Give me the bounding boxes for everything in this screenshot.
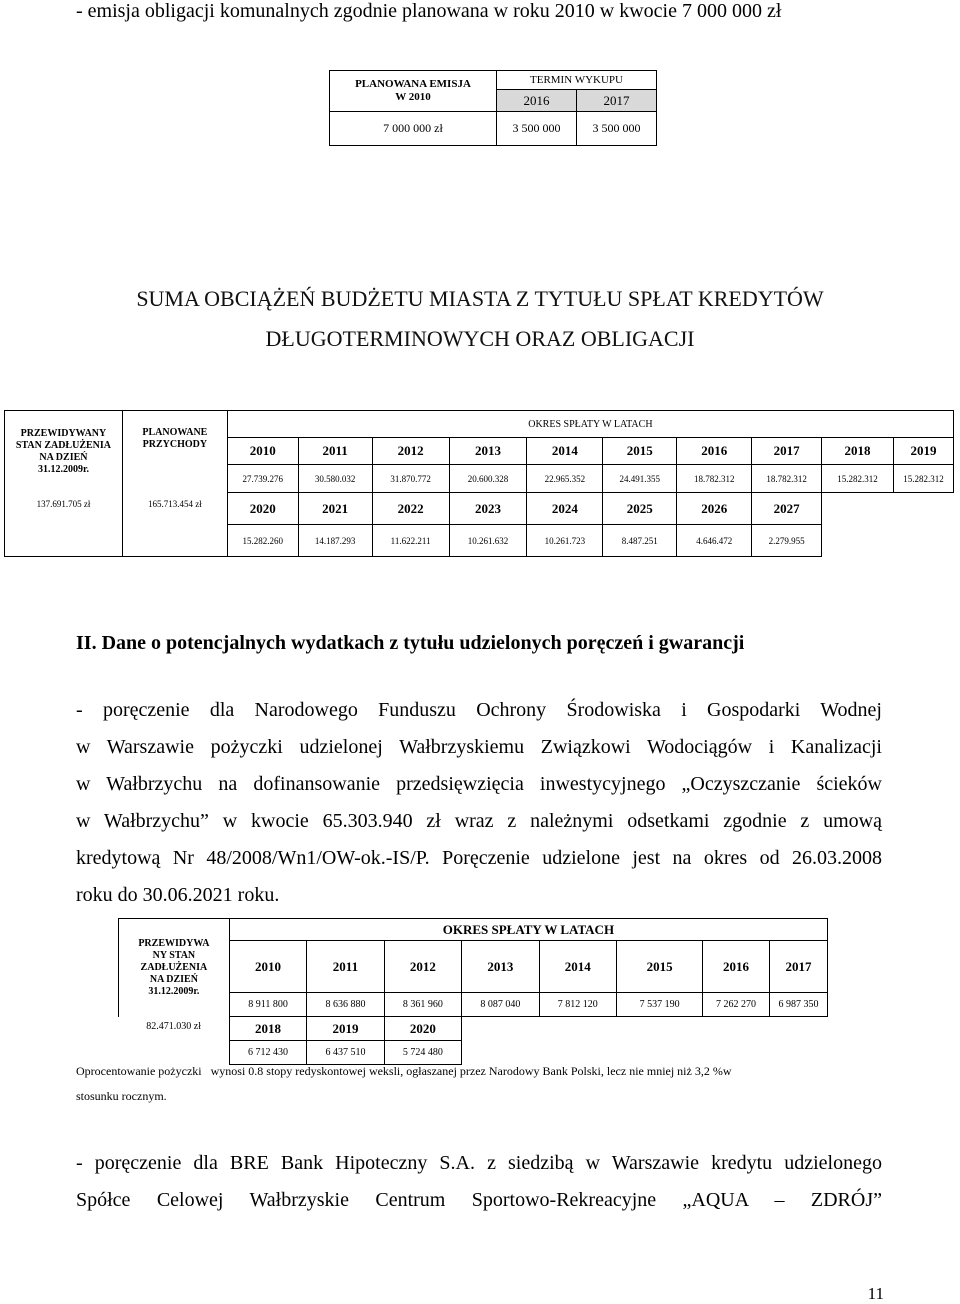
- header-line: STAN ZADŁUŻENIA: [15, 439, 112, 451]
- page-number: 11: [867, 1284, 884, 1303]
- year-cell: 2013: [462, 941, 539, 993]
- year-cell: 2014: [527, 438, 603, 465]
- income-value: 165.713.454 zł: [122, 493, 227, 557]
- value-cell: 10.261.723: [527, 525, 603, 557]
- value-cell: 30.580.032: [298, 465, 372, 493]
- summary-heading-line1: SUMA OBCIĄŻEŃ BUDŻETU MIASTA Z TYTUŁU SPŁAT KREDYTÓW: [136, 286, 824, 311]
- header-line: PRZEWIDYWA: [138, 937, 210, 949]
- value-cell: 6 987 350: [769, 993, 827, 1017]
- year-cell: 2015: [603, 438, 677, 465]
- value-cell: 24.491.355: [603, 465, 677, 493]
- debt-value: 137.691.705 zł: [5, 493, 123, 557]
- year-cell: 2011: [298, 438, 372, 465]
- value-cell: 6 712 430: [229, 1041, 306, 1065]
- interest-note: Oprocentowanie pożyczki wynosi 0.8 stopy redyskontowej weksli, ogłaszanej przez Narodowy Bank Polski, lecz nie mniej niż 3,2 %w: [76, 1064, 732, 1078]
- year-cell: 2026: [677, 493, 752, 525]
- value-cell: 7 812 120: [539, 993, 616, 1017]
- value-cell: 10.261.632: [449, 525, 527, 557]
- paragraph-line: kredytową Nr 48/2008/Wn1/OW-ok.-IS/P. Poręczenie udzielone jest na okres od 26.03.2008: [76, 847, 882, 869]
- income-header: [122, 411, 227, 493]
- paragraph-line: Spółce Celowej Wałbrzyskie Centrum Sportowo-Rekreacyjne „AQUA – ZDRÓJ”: [76, 1189, 882, 1211]
- header-line: W 2010: [395, 91, 431, 103]
- value-cell: 15.282.312: [893, 465, 953, 493]
- year-cell: 2020: [227, 493, 298, 525]
- loan-repayment-table: [118, 918, 828, 1065]
- value-cell: 3 500 000: [497, 112, 577, 146]
- value-cell: 6 437 510: [307, 1041, 384, 1065]
- year-cell: 2016: [703, 941, 770, 993]
- value-cell: 18.782.312: [752, 465, 822, 493]
- interest-note-cont: stosunku rocznym.: [76, 1089, 167, 1103]
- value-cell: 8.487.251: [603, 525, 677, 557]
- empty-cell: [462, 1017, 828, 1041]
- section2-title: II. Dane o potencjalnych wydatkach z tytułu udzielonych poręczeń i gwarancji: [76, 632, 745, 654]
- value-cell: 18.782.312: [677, 465, 752, 493]
- year-cell: 2024: [527, 493, 603, 525]
- year-cell: 2013: [449, 438, 527, 465]
- header-line: 31.12.2009r.: [37, 463, 89, 475]
- bond-issue-table: [329, 70, 657, 146]
- okres-header: OKRES SPŁATY W LATACH: [229, 919, 827, 941]
- year-cell: 2011: [307, 941, 384, 993]
- planned-issue-header: [330, 71, 497, 112]
- year-cell: 2020: [384, 1017, 461, 1041]
- value-cell: 4.646.472: [677, 525, 752, 557]
- header-line: NA DZIEŃ: [149, 973, 198, 985]
- empty-cell: [822, 493, 954, 525]
- paragraph-line: - poręczenie dla Narodowego Funduszu Ochrony Środowiska i Gospodarki Wodnej: [76, 699, 882, 721]
- value-cell: 8 636 880: [307, 993, 384, 1017]
- year-cell: 2019: [307, 1017, 384, 1041]
- year-cell: 2018: [822, 438, 894, 465]
- value-cell: 7 537 190: [616, 993, 702, 1017]
- year-cell: 2027: [752, 493, 822, 525]
- empty-cell: [822, 525, 954, 557]
- header-line: PRZYCHODY: [142, 439, 208, 450]
- header-line: PLANOWANE: [142, 427, 208, 438]
- repayment-table: [4, 410, 954, 557]
- value-cell: 2.279.955: [752, 525, 822, 557]
- paragraph-line: - poręczenie dla BRE Bank Hipoteczny S.A. z siedzibą w Warszawie kredytu udzielonego: [76, 1152, 882, 1174]
- okres-header: OKRES SPŁATY W LATACH: [227, 411, 953, 438]
- header-line: 31.12.2009r.: [148, 985, 200, 997]
- value-cell: 7 262 270: [703, 993, 770, 1017]
- year-cell: 2018: [229, 1017, 306, 1041]
- value-cell: 11.622.211: [372, 525, 449, 557]
- year-cell: 2012: [384, 941, 461, 993]
- value-cell: 5 724 480: [384, 1041, 461, 1065]
- year-cell: 2015: [616, 941, 702, 993]
- value-cell: 14.187.293: [298, 525, 372, 557]
- value-cell: 7 000 000 zł: [330, 112, 497, 146]
- debt-header: [119, 919, 230, 1017]
- header-line: PRZEWIDYWANY: [20, 427, 107, 439]
- year-cell: 2012: [372, 438, 449, 465]
- paragraph-line: w Wałbrzychu na dofinansowanie przedsięwzięcia inwestycyjnego „Oczyszczanie ścieków: [76, 773, 882, 795]
- paragraph-line: roku do 30.06.2021 roku.: [76, 884, 280, 906]
- header-line: PLANOWANA EMISJA: [355, 78, 471, 90]
- debt-header: [5, 411, 123, 493]
- value-cell: 15.282.260: [227, 525, 298, 557]
- year-cell: 2017: [577, 90, 657, 112]
- header-line: ZADŁUŻENIA: [140, 961, 208, 973]
- year-cell: 2010: [227, 438, 298, 465]
- paragraph-line: w Warszawie pożyczki udzielonej Wałbrzyskiemu Związkowi Wodociągów i Kanalizacji: [76, 736, 882, 758]
- paragraph-line: w Wałbrzychu” w kwocie 65.303.940 zł wraz z należnymi odsetkami zgodnie z umową: [76, 810, 882, 832]
- value-cell: 3 500 000: [577, 112, 657, 146]
- debt-value: 82.471.030 zł: [119, 1017, 230, 1065]
- year-cell: 2010: [229, 941, 306, 993]
- intro-line: - emisja obligacji komunalnych zgodnie planowana w roku 2010 w kwocie 7 000 000 zł: [76, 0, 782, 22]
- value-cell: 20.600.328: [449, 465, 527, 493]
- summary-heading-line2: DŁUGOTERMINOWYCH ORAZ OBLIGACJI: [265, 326, 695, 351]
- year-cell: 2014: [539, 941, 616, 993]
- redemption-header: TERMIN WYKUPU: [497, 71, 657, 90]
- year-cell: 2017: [752, 438, 822, 465]
- paragraph-1: [76, 692, 882, 914]
- header-line: NA DZIEŃ: [39, 451, 88, 463]
- value-cell: 27.739.276: [227, 465, 298, 493]
- year-cell: 2022: [372, 493, 449, 525]
- year-cell: 2023: [449, 493, 527, 525]
- value-cell: 8 361 960: [384, 993, 461, 1017]
- paragraph-2: [76, 1145, 882, 1219]
- year-cell: 2016: [677, 438, 752, 465]
- year-cell: 2017: [769, 941, 827, 993]
- value-cell: 31.870.772: [372, 465, 449, 493]
- value-cell: 8 911 800: [229, 993, 306, 1017]
- year-cell: 2025: [603, 493, 677, 525]
- value-cell: 8 087 040: [462, 993, 539, 1017]
- year-cell: 2019: [893, 438, 953, 465]
- year-cell: 2016: [497, 90, 577, 112]
- year-cell: 2021: [298, 493, 372, 525]
- empty-cell: [462, 1041, 828, 1065]
- header-line: NY STAN: [152, 949, 196, 961]
- value-cell: 22.965.352: [527, 465, 603, 493]
- value-cell: 15.282.312: [822, 465, 894, 493]
